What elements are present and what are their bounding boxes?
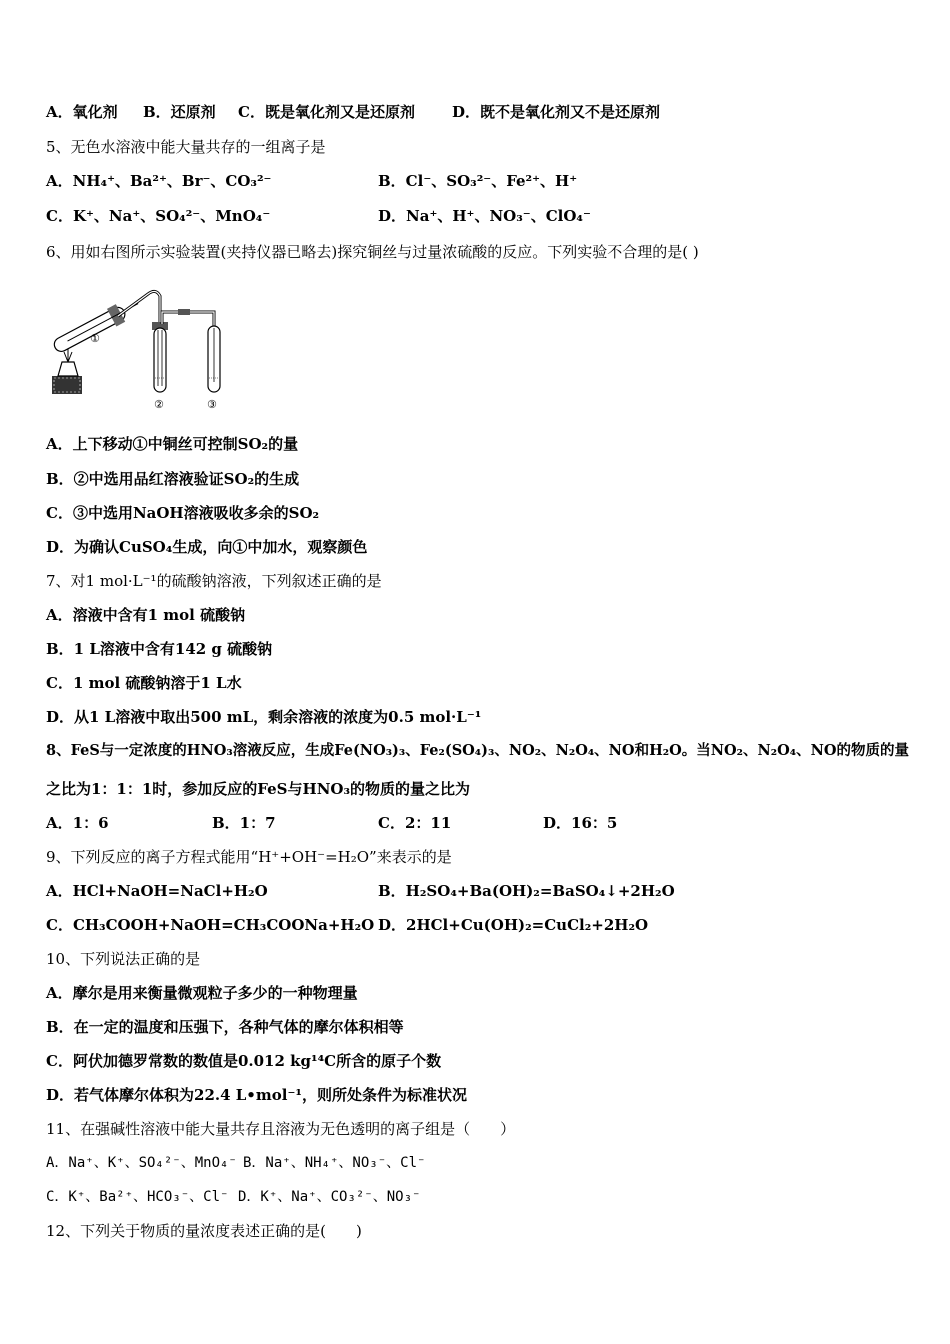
q8-option-c: C．2：11 — [378, 814, 452, 832]
label-2: ② — [154, 398, 164, 411]
q8-stem-line1: 8、FeS与一定浓度的HNO₃溶液反应，生成Fe(NO₃)₃、Fe₂(SO₄)₃、NO₂、N₂O₄、NO和H₂O。当NO₂、N₂O₄、NO的物质的量 — [46, 742, 909, 759]
burner-stand — [52, 376, 82, 394]
apparatus-figure — [48, 282, 233, 414]
q4-option-b: B．还原剂 — [143, 103, 216, 121]
q9-option-a: A．HCl+NaOH=NaCl+H₂O — [46, 882, 268, 900]
q5-option-a: A．NH₄⁺、Ba²⁺、Br⁻、CO₃²⁻ — [46, 172, 272, 190]
q10-option-b: B．在一定的温度和压强下，各种气体的摩尔体积相等 — [46, 1018, 404, 1036]
q11-option-b: B．Na⁺、NH₄⁺、NO₃⁻、Cl⁻ — [243, 1155, 426, 1171]
q9-option-b: B．H₂SO₄+Ba(OH)₂=BaSO₄↓+2H₂O — [378, 882, 675, 900]
q9-stem: 9、下列反应的离子方程式能用“H⁺+OH⁻=H₂O”来表示的是 — [46, 848, 452, 866]
q9-option-c: C．CH₃COOH+NaOH=CH₃COONa+H₂O — [46, 916, 375, 934]
alcohol-lamp — [58, 362, 78, 376]
q12-stem: 12、下列关于物质的量浓度表述正确的是( ) — [46, 1222, 362, 1240]
q11-option-c: C．K⁺、Ba²⁺、HCO₃⁻、Cl⁻ — [46, 1189, 229, 1205]
q8-option-d: D．16：5 — [543, 814, 618, 832]
q6-option-d: D．为确认CuSO₄生成，向①中加水，观察颜色 — [46, 538, 368, 556]
q5-stem: 5、无色水溶液中能大量共存的一组离子是 — [46, 138, 326, 156]
q6-option-a: A．上下移动①中铜丝可控制SO₂的量 — [46, 435, 299, 453]
q7-option-a: A．溶液中含有1 mol 硫酸钠 — [46, 606, 246, 624]
test-tube-2 — [154, 328, 166, 392]
q4-option-d: D．既不是氧化剂又不是还原剂 — [452, 103, 661, 121]
q5-option-d: D．Na⁺、H⁺、NO₃⁻、ClO₄⁻ — [378, 207, 591, 225]
q6-option-c: C．③中选用NaOH溶液吸收多余的SO₂ — [46, 504, 320, 522]
label-3: ③ — [207, 398, 217, 411]
q7-option-c: C．1 mol 硫酸钠溶于1 L水 — [46, 674, 242, 692]
q11-option-d: D．K⁺、Na⁺、CO₃²⁻、NO₃⁻ — [238, 1189, 421, 1205]
q10-option-a: A．摩尔是用来衡量微观粒子多少的一种物理量 — [46, 984, 358, 1002]
label-1: ① — [90, 332, 100, 345]
test-tube-1 — [50, 295, 142, 357]
q10-option-c: C．阿伏加德罗常数的数值是0.012 kg¹⁴C所含的原子个数 — [46, 1052, 442, 1070]
q8-option-b: B．1：7 — [212, 814, 276, 832]
q10-stem: 10、下列说法正确的是 — [46, 950, 201, 968]
q7-stem: 7、对1 mol·L⁻¹的硫酸钠溶液，下列叙述正确的是 — [46, 572, 382, 590]
q7-option-b: B．1 L溶液中含有142 g 硫酸钠 — [46, 640, 273, 658]
q6-stem: 6、用如右图所示实验装置(夹持仪器已略去)探究铜丝与过量浓硫酸的反应。下列实验不合理的是( ) — [46, 243, 699, 261]
q5-option-c: C．K⁺、Na⁺、SO₄²⁻、MnO₄⁻ — [46, 207, 271, 225]
q4-option-a: A．氧化剂 — [46, 103, 118, 121]
q8-option-a: A．1：6 — [46, 814, 109, 832]
q7-option-d: D．从1 L溶液中取出500 mL，剩余溶液的浓度为0.5 mol·L⁻¹ — [46, 708, 482, 726]
q10-option-d: D．若气体摩尔体积为22.4 L•mol⁻¹，则所处条件为标准状况 — [46, 1086, 467, 1104]
q11-option-a: A．Na⁺、K⁺、SO₄²⁻、MnO₄⁻ — [46, 1155, 237, 1171]
q4-option-c: C．既是氧化剂又是还原剂 — [238, 103, 415, 121]
q9-option-d: D．2HCl+Cu(OH)₂=CuCl₂+2H₂O — [378, 916, 649, 934]
q11-stem: 11、在强碱性溶液中能大量共存且溶液为无色透明的离子组是（ ） — [46, 1120, 516, 1138]
q8-stem-line2: 之比为1：1：1时，参加反应的FeS与HNO₃的物质的量之比为 — [46, 780, 471, 798]
q6-option-b: B．②中选用品红溶液验证SO₂的生成 — [46, 470, 300, 488]
q5-option-b: B．Cl⁻、SO₃²⁻、Fe²⁺、H⁺ — [378, 172, 578, 190]
